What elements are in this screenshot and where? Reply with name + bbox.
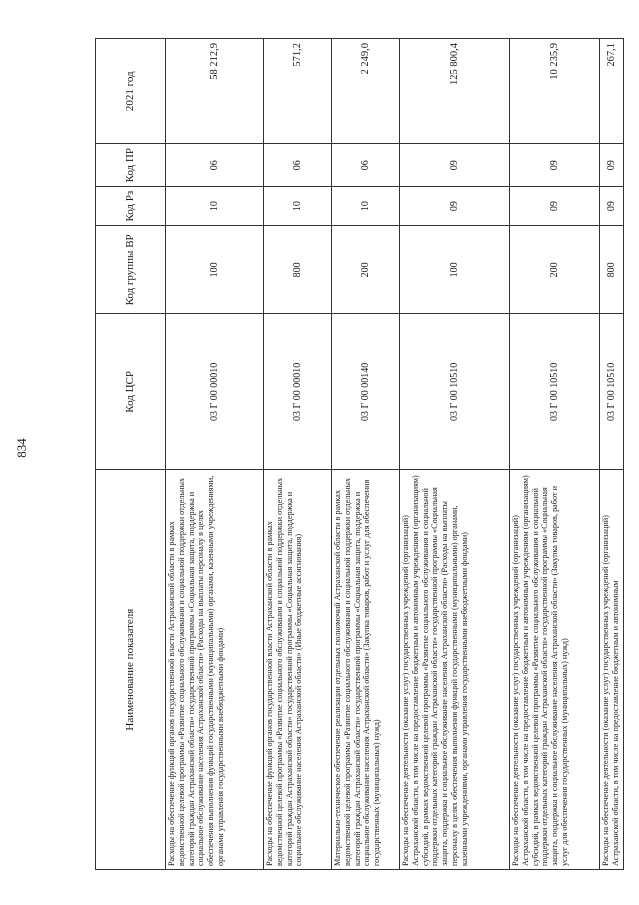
row-vr: 100 (166, 226, 264, 314)
row-csr: 03 Г 00 10510 (600, 314, 624, 470)
header-vr: Код группы ВР (96, 226, 166, 314)
row-name: Расходы на обеспечение деятельности (оказание услуг) государственных учреждений (организаций) Астраханской области, в том числе на предоставление бюджетным и автономным учреждениям (организациям) субсидий, в рамках ведомственной целевой программы «Развитие социального обслуживания и социальной поддержки отдельных категорий граждан Астраханской области» государственной программы «Социальная защита, поддержка и социальное обслуживание населения Астраханской области» (Расходы на выплаты персоналу в целях обеспечения выполнения функций государственными (муниципальными) органами, казенными учреждениями, органами управления государственными внебюджетными фондами) (400, 470, 510, 870)
page-number: 834 (14, 438, 29, 458)
row-amount: 267,1 (600, 39, 624, 144)
table-row (166, 39, 264, 870)
row-name: Расходы на обеспечение деятельности (оказание услуг) государственных учреждений (организаций) Астраханской области, в том числе на предоставление бюджетным и автономным учреждениям (организациям) субсидий, в рамках ведомственной целевой программы «Развитие социального обслуживания и социальной поддержки отдельных категорий граждан Астраханской области» государственной программы «Социальная защита, поддержка и социальное обслуживание населения Астраханской области» (Закупка товаров, работ и услуг для обеспечения государственных (муниципальных) нужд) (510, 470, 600, 870)
row-rz: 09 (400, 186, 510, 225)
table-row (510, 39, 600, 870)
row-name: Расходы на обеспечение функций органов государственной власти Астраханской области в рамках ведомственной целевой программы «Развитие социального обслуживания и социальной поддержки отдельных категорий граждан Астраханской области» государственной программы «Социальная защита, поддержка и социальное обслуживание населения Астраханской области» (Иные бюджетные ассигнования) (264, 470, 332, 870)
row-amount: 571,2 (264, 39, 332, 144)
table-header-row (96, 39, 166, 870)
rotated-table-wrapper (95, 38, 620, 870)
table-row (600, 39, 624, 870)
row-rz: 09 (510, 186, 600, 225)
row-vr: 200 (332, 226, 400, 314)
row-rz: 10 (264, 186, 332, 225)
row-csr: 03 Г 00 10510 (400, 314, 510, 470)
row-amount: 2 249,0 (332, 39, 400, 144)
row-pr: 06 (264, 144, 332, 186)
row-csr: 03 Г 00 10510 (510, 314, 600, 470)
row-amount: 10 235,9 (510, 39, 600, 144)
table-row (400, 39, 510, 870)
header-year: 2021 год (96, 39, 166, 144)
table-row (264, 39, 332, 870)
row-vr: 100 (400, 226, 510, 314)
row-amount: 58 212,9 (166, 39, 264, 144)
row-vr: 800 (264, 226, 332, 314)
row-pr: 09 (510, 144, 600, 186)
row-vr: 800 (600, 226, 624, 314)
row-name: Расходы на обеспечение деятельности (оказание услуг) государственных учреждений (организаций) Астраханской области, в том числе на предоставление бюджетным и автономным (600, 470, 624, 870)
header-pr: Код ПР (96, 144, 166, 186)
budget-table (95, 38, 624, 870)
row-name: Расходы на обеспечение функций органов государственной власти Астраханской области в рамках ведомственной целевой программы «Развитие социального обслуживания и социальной поддержки отдельных категорий граждан Астраханской области» государственной программы «Социальная защита, поддержка и социальное обслуживание населения Астраханской области» (Расходы на выплаты персоналу в целях обеспечения выполнения функций государственными (муниципальными) органами, казенными учреждениями, органами управления государственными внебюджетными фондами) (166, 470, 264, 870)
row-rz: 09 (600, 186, 624, 225)
row-csr: 03 Г 00 00010 (166, 314, 264, 470)
header-rz: Код Рз (96, 186, 166, 225)
row-rz: 10 (166, 186, 264, 225)
row-csr: 03 Г 00 00010 (264, 314, 332, 470)
row-name: Материально-техническое обеспечение реализации отдельных полномочий Астраханской области в рамках ведомственной целевой программы «Развитие социального обслуживания и социальной поддержки отдельных категорий граждан Астраханской области» государственной программы «Социальная защита, поддержка и социальное обслуживание населения Астраханской области» (Закупка товаров, работ и услуг для обеспечения государственных (муниципальных) нужд) (332, 470, 400, 870)
table-row (332, 39, 400, 870)
row-amount: 125 800,4 (400, 39, 510, 144)
row-pr: 09 (400, 144, 510, 186)
row-pr: 06 (166, 144, 264, 186)
row-csr: 03 Г 00 00140 (332, 314, 400, 470)
row-rz: 10 (332, 186, 400, 225)
header-name: Наименование показателя (96, 470, 166, 870)
header-csr: Код ЦСР (96, 314, 166, 470)
row-vr: 200 (510, 226, 600, 314)
row-pr: 09 (600, 144, 624, 186)
row-pr: 06 (332, 144, 400, 186)
